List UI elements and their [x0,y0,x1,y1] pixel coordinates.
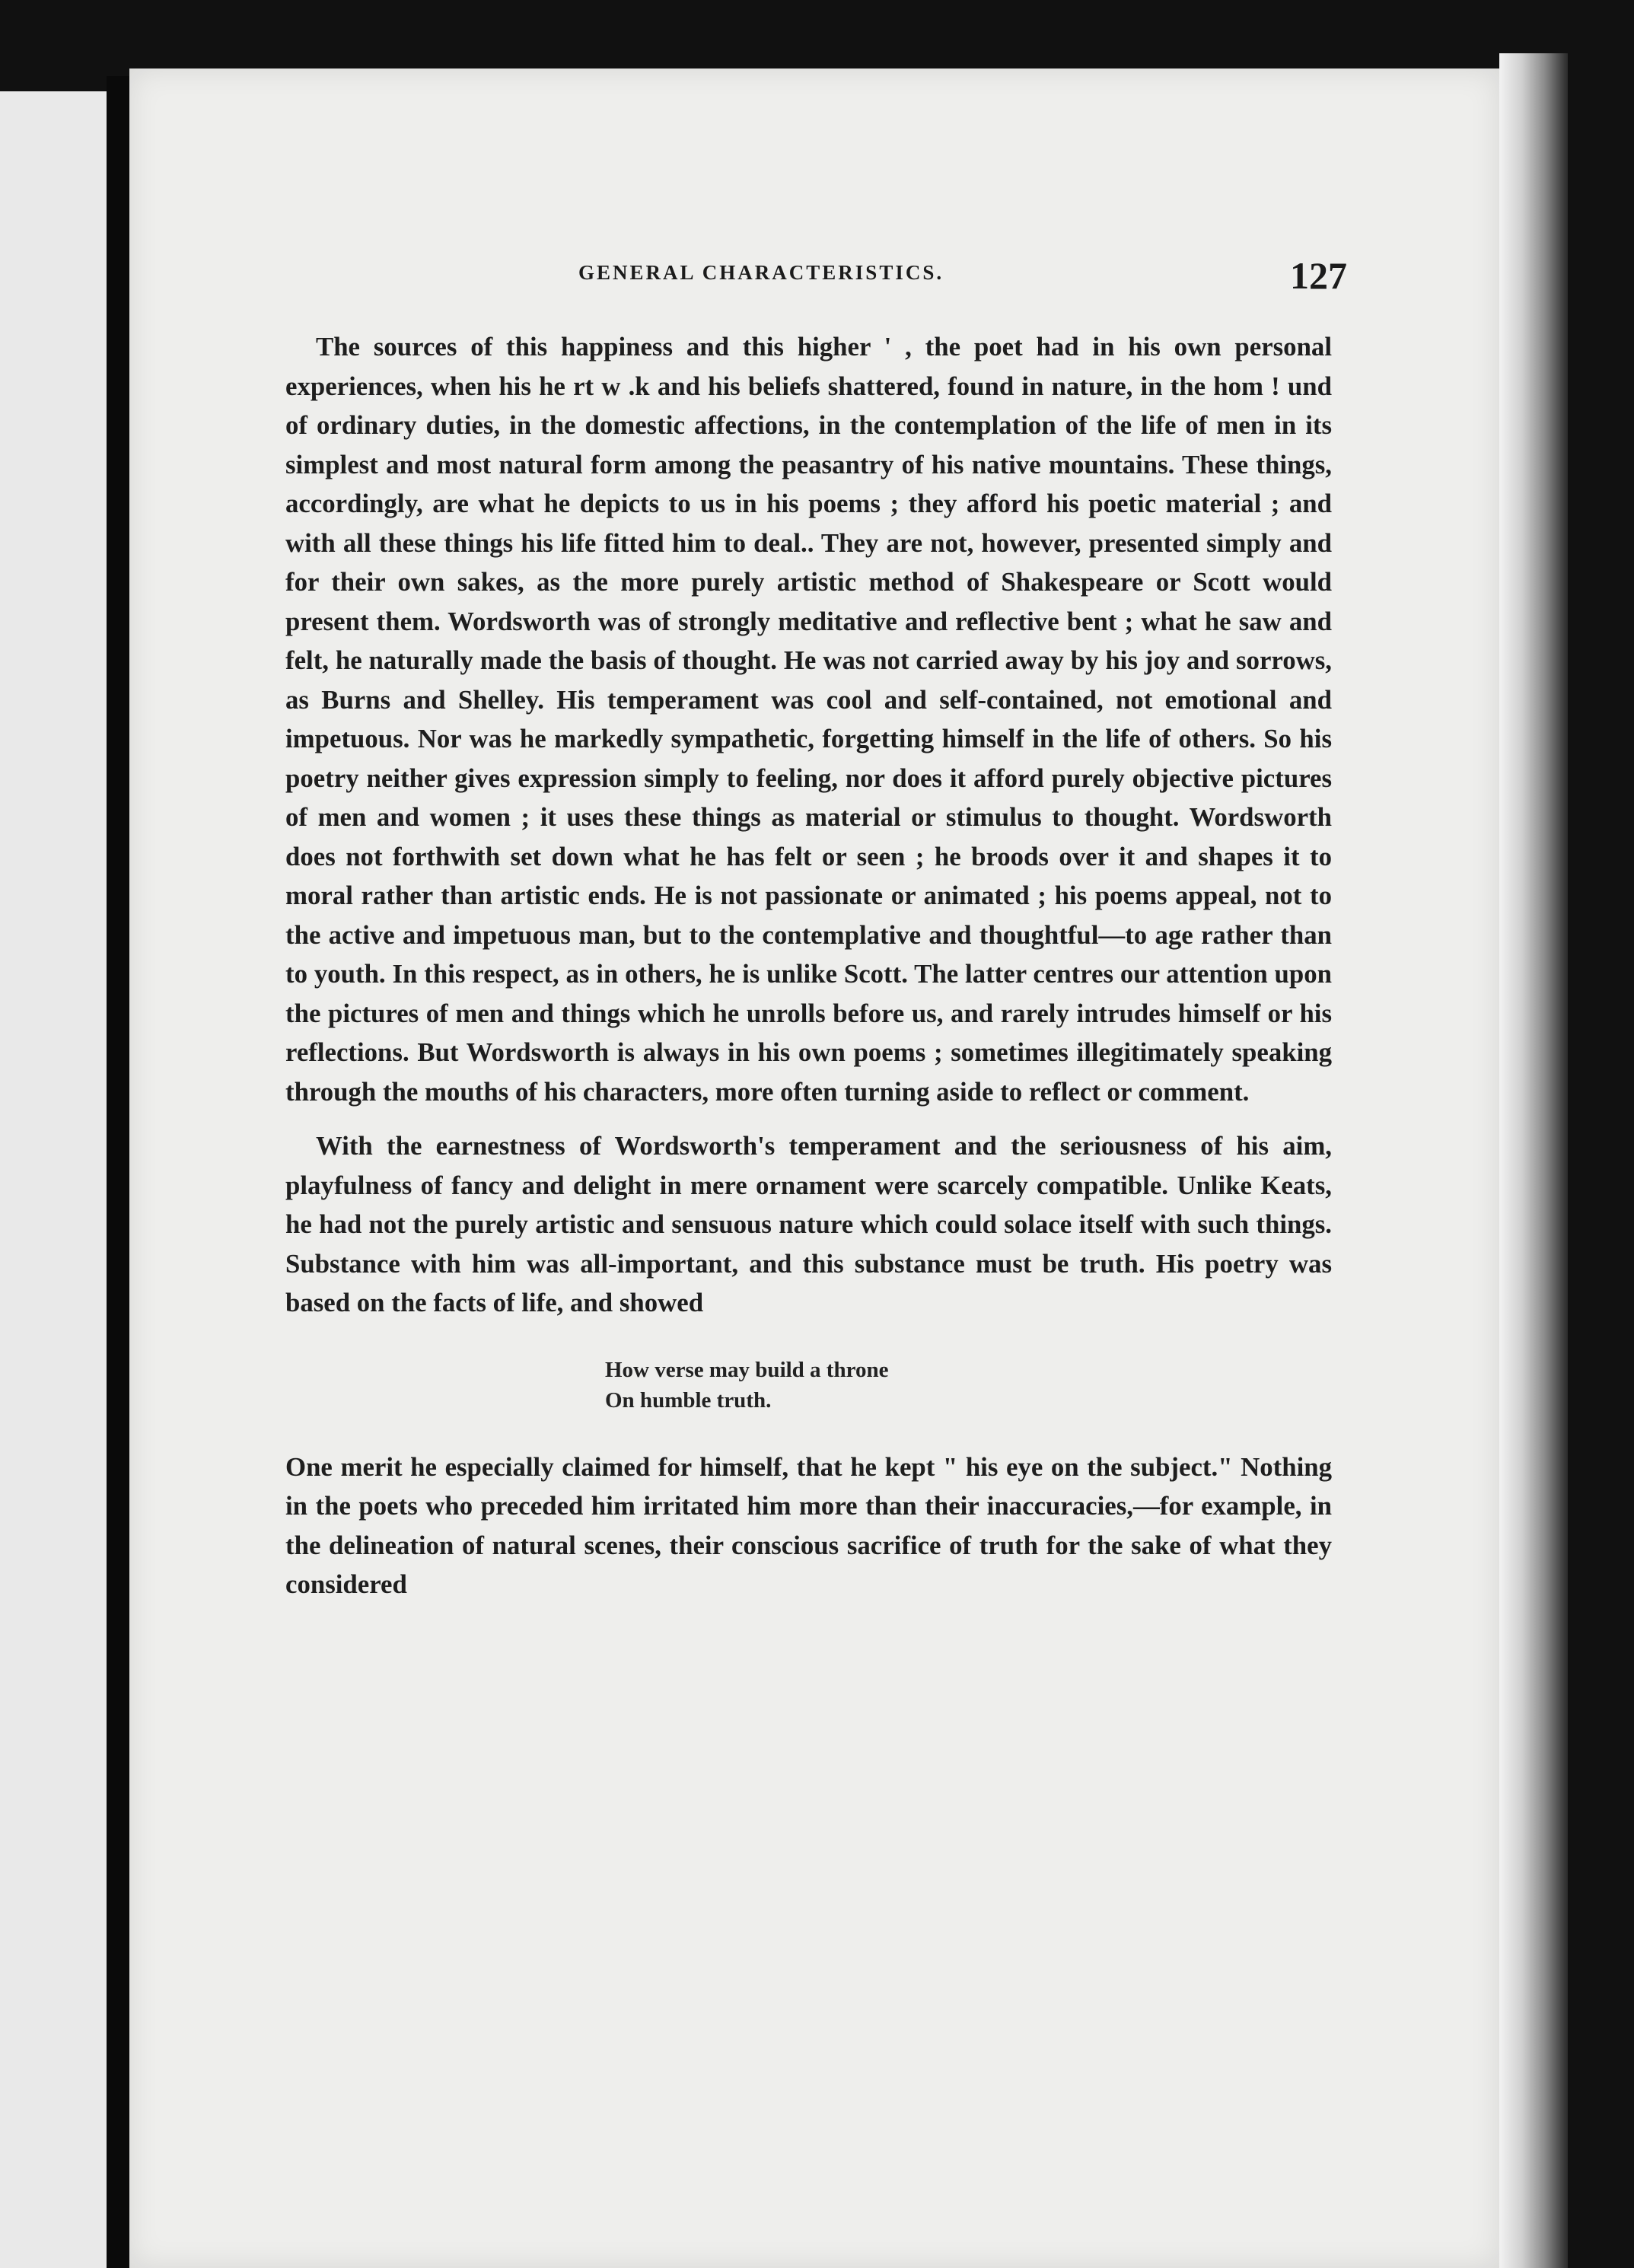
page-text [285,327,1332,1604]
paragraph-3: One merit he especially claimed for himself, that he kept " his eye on the subject." Nothing in the poets who preceded him irritated him more than their inaccuracies,—for example, in the delineation of natural scenes, their conscious sacrifice of truth for the sake of what they considered [285,1451,1332,1599]
page-edge-shadow [1499,53,1568,2268]
page-header [578,253,1347,307]
verse-quote [605,1355,1332,1416]
quote-line-2: On humble truth. [605,1387,772,1413]
page-number: 127 [1290,254,1347,297]
facing-page-edge [0,91,107,2268]
paragraph-2: With the earnestness of Wordsworth's temperament and the seriousness of his aim, playfulness of fancy and delight in mere ornament were scarcely compatible. Unlike Keats, he had not the purely artistic and sensuous nature which could solace itself with such things. Substance with him was all-important, and this substance must be truth. His poetry was based on the facts of life, and showed [285,1131,1332,1317]
book-gutter [107,76,129,2268]
quote-line-1: How verse may build a throne [605,1357,889,1382]
paragraph-1: The sources of this happiness and this higher ' , the poet had in his own personal experiences, when his he rt w .k and his beliefs shattered, found in nature, in the hom ! und of ordinary duties, in the domestic affections, in the contemplation of the life of men in its simplest and most natural form among the peasantry of his native mountains. These things, accordingly, are what he depicts to us in his poems ; they afford his poetic material ; and with all these things his life fitted him to deal.. They are not, however, presented simply and for their own sakes, as the more purely artistic method of Shakespeare or Scott would present them. Wordsworth was of strongly meditative and reflective bent ; what he saw and felt, he naturally made the basis of thought. He was not carried away by his joy and sorrows, as Burns and Shelley. His temperament was cool and self-contained, not emotional and impetuous. Nor was he markedly sympathetic, forgetting himself in the life of others. So his poetry neither gives expression simply to feeling, nor does it afford purely objective pictures of men and women ; it uses these things as material or stimulus to thought. Wordsworth does not forthwith set down what he has felt or seen ; he broods over it and shapes it to moral rather than artistic ends. He is not passionate or animated ; his poems appeal, not to the active and impetuous man, but to the contemplative and thoughtful—to age rather than to youth. In this respect, as in others, he is unlike Scott. The latter centres our attention upon the pictures of men and things which he unrolls before us, and rarely intrudes himself or his reflections. But Wordsworth is always in his own poems ; sometimes illegitimately speaking through the mouths of his characters, more often turning aside to reflect or comment. [285,332,1332,1107]
running-title: GENERAL CHARACTERISTICS. [578,261,944,284]
